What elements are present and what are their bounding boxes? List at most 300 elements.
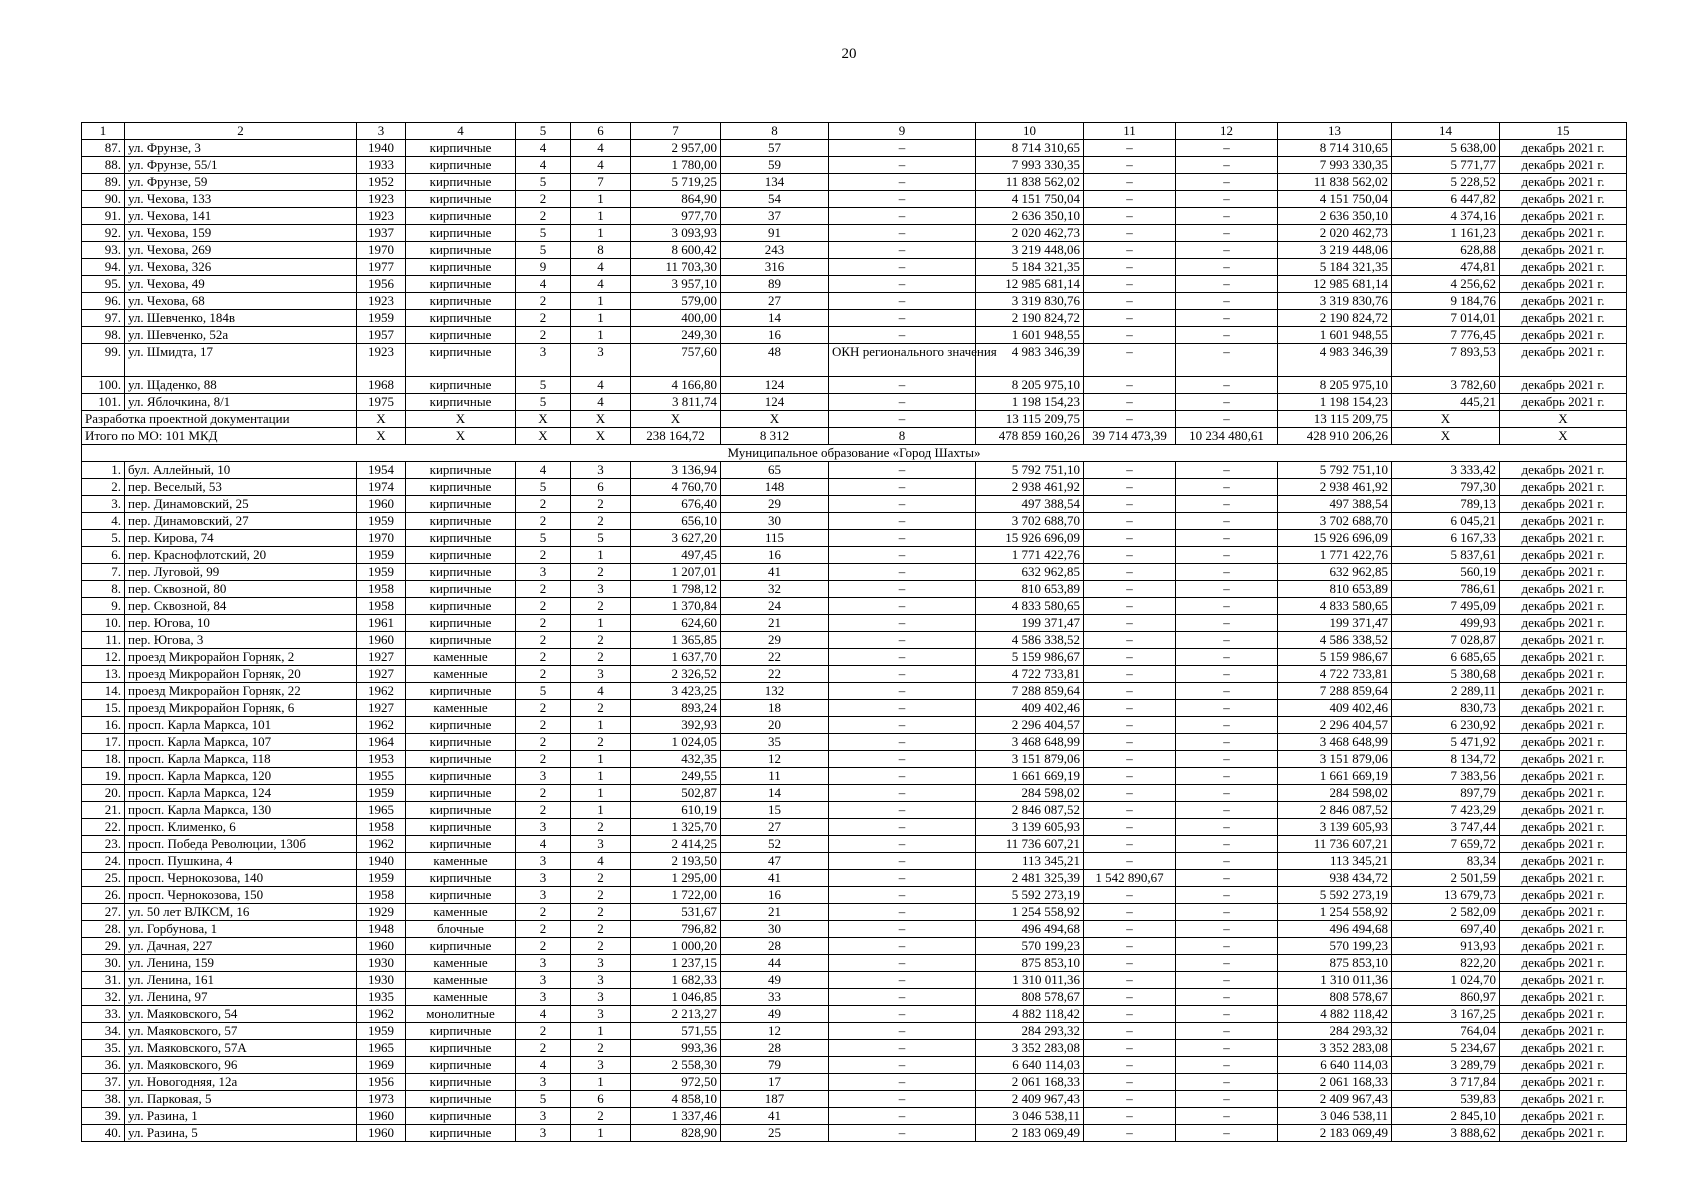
floors: 3 bbox=[516, 1125, 571, 1142]
residents: 20 bbox=[721, 717, 829, 734]
table-row bbox=[82, 751, 1627, 768]
floors: 3 bbox=[516, 870, 571, 887]
year: 1973 bbox=[357, 1091, 406, 1108]
address: пер. Динамовский, 25 bbox=[125, 496, 357, 513]
column-number: 2 bbox=[125, 123, 357, 140]
floors: 2 bbox=[516, 496, 571, 513]
heritage-status: – bbox=[829, 734, 976, 751]
cost-total: 497 388,54 bbox=[976, 496, 1084, 513]
wall-material: кирпичные bbox=[406, 377, 516, 394]
residents: 15 bbox=[721, 802, 829, 819]
floors: 2 bbox=[516, 598, 571, 615]
table-row bbox=[82, 853, 1627, 870]
cost-per-sqm: 3 717,84 bbox=[1392, 1074, 1500, 1091]
row-number: 36. bbox=[82, 1057, 125, 1074]
year: 1960 bbox=[357, 496, 406, 513]
year: 1961 bbox=[357, 615, 406, 632]
row-number: 4. bbox=[82, 513, 125, 530]
table-row bbox=[82, 293, 1627, 310]
entrances: X bbox=[571, 428, 631, 445]
area: 3 093,93 bbox=[631, 225, 721, 242]
cost-per-sqm: 5 380,68 bbox=[1392, 666, 1500, 683]
entrances: 1 bbox=[571, 1125, 631, 1142]
residents: 48 bbox=[721, 344, 829, 377]
wall-material: кирпичные bbox=[406, 683, 516, 700]
budget-cost: – bbox=[1176, 496, 1278, 513]
row-number: 21. bbox=[82, 802, 125, 819]
address: пер. Сквозной, 80 bbox=[125, 581, 357, 598]
fund-cost: – bbox=[1084, 377, 1176, 394]
address: просп. Карла Маркса, 124 bbox=[125, 785, 357, 802]
wall-material: кирпичные bbox=[406, 225, 516, 242]
table-row bbox=[82, 734, 1627, 751]
cost-per-sqm: 560,19 bbox=[1392, 564, 1500, 581]
residents: 21 bbox=[721, 904, 829, 921]
entrances: 3 bbox=[571, 1006, 631, 1023]
row-number: 39. bbox=[82, 1108, 125, 1125]
owners-cost: 1 661 669,19 bbox=[1278, 768, 1392, 785]
owners-cost: 284 293,32 bbox=[1278, 1023, 1392, 1040]
fund-cost: – bbox=[1084, 208, 1176, 225]
housing-repair-table bbox=[81, 122, 1627, 1142]
completion-date: декабрь 2021 г. bbox=[1500, 904, 1627, 921]
address: просп. Карла Маркса, 107 bbox=[125, 734, 357, 751]
floors: 3 bbox=[516, 887, 571, 904]
floors: 3 bbox=[516, 989, 571, 1006]
cost-per-sqm: 2 845,10 bbox=[1392, 1108, 1500, 1125]
floors: X bbox=[516, 428, 571, 445]
year: 1930 bbox=[357, 955, 406, 972]
area: 624,60 bbox=[631, 615, 721, 632]
entrances: 1 bbox=[571, 225, 631, 242]
residents: 35 bbox=[721, 734, 829, 751]
row-number: 2. bbox=[82, 479, 125, 496]
address: пер. Динамовский, 27 bbox=[125, 513, 357, 530]
fund-cost: – bbox=[1084, 649, 1176, 666]
cost-per-sqm: 7 893,53 bbox=[1392, 344, 1500, 377]
row-number: 91. bbox=[82, 208, 125, 225]
cost-per-sqm: 3 333,42 bbox=[1392, 462, 1500, 479]
floors: 5 bbox=[516, 530, 571, 547]
budget-cost: – bbox=[1176, 819, 1278, 836]
entrances: 1 bbox=[571, 327, 631, 344]
residents: 29 bbox=[721, 496, 829, 513]
section-title-row bbox=[82, 445, 1627, 462]
residents: 52 bbox=[721, 836, 829, 853]
wall-material: кирпичные bbox=[406, 717, 516, 734]
residents: 12 bbox=[721, 1023, 829, 1040]
budget-cost: – bbox=[1176, 785, 1278, 802]
budget-cost: – bbox=[1176, 632, 1278, 649]
heritage-status: – bbox=[829, 157, 976, 174]
budget-cost: – bbox=[1176, 836, 1278, 853]
address: ул. Яблочкина, 8/1 bbox=[125, 394, 357, 411]
year: 1957 bbox=[357, 327, 406, 344]
floors: 5 bbox=[516, 479, 571, 496]
fund-cost: – bbox=[1084, 259, 1176, 276]
budget-cost: – bbox=[1176, 564, 1278, 581]
year: 1964 bbox=[357, 734, 406, 751]
residents: 49 bbox=[721, 972, 829, 989]
table-row bbox=[82, 140, 1627, 157]
fund-cost: – bbox=[1084, 225, 1176, 242]
completion-date: декабрь 2021 г. bbox=[1500, 377, 1627, 394]
cost-per-sqm: 6 230,92 bbox=[1392, 717, 1500, 734]
wall-material: каменные bbox=[406, 955, 516, 972]
table-row bbox=[82, 1023, 1627, 1040]
area: X bbox=[631, 411, 721, 428]
floors: 2 bbox=[516, 1040, 571, 1057]
budget-cost: – bbox=[1176, 174, 1278, 191]
address: просп. Карла Маркса, 130 bbox=[125, 802, 357, 819]
budget-cost: – bbox=[1176, 191, 1278, 208]
row-number: 20. bbox=[82, 785, 125, 802]
floors: 2 bbox=[516, 666, 571, 683]
residents: 41 bbox=[721, 870, 829, 887]
wall-material: каменные bbox=[406, 972, 516, 989]
cost-per-sqm: 764,04 bbox=[1392, 1023, 1500, 1040]
entrances: 4 bbox=[571, 157, 631, 174]
wall-material: кирпичные bbox=[406, 768, 516, 785]
fund-cost: – bbox=[1084, 1040, 1176, 1057]
owners-cost: 3 319 830,76 bbox=[1278, 293, 1392, 310]
page-number: 20 bbox=[841, 46, 857, 62]
cost-per-sqm: 3 167,25 bbox=[1392, 1006, 1500, 1023]
area: 579,00 bbox=[631, 293, 721, 310]
budget-cost: – bbox=[1176, 1108, 1278, 1125]
budget-cost: – bbox=[1176, 666, 1278, 683]
address: просп. Чернокозова, 140 bbox=[125, 870, 357, 887]
column-number: 9 bbox=[829, 123, 976, 140]
budget-cost: – bbox=[1176, 938, 1278, 955]
fund-cost: – bbox=[1084, 1057, 1176, 1074]
year: 1962 bbox=[357, 836, 406, 853]
residents: 12 bbox=[721, 751, 829, 768]
table-row bbox=[82, 887, 1627, 904]
floors: 2 bbox=[516, 649, 571, 666]
row-number: 88. bbox=[82, 157, 125, 174]
fund-cost: 1 542 890,67 bbox=[1084, 870, 1176, 887]
floors: 9 bbox=[516, 259, 571, 276]
heritage-status: – bbox=[829, 327, 976, 344]
area: 1 295,00 bbox=[631, 870, 721, 887]
budget-cost: – bbox=[1176, 513, 1278, 530]
row-number: 34. bbox=[82, 1023, 125, 1040]
heritage-status: – bbox=[829, 1040, 976, 1057]
heritage-status: – bbox=[829, 768, 976, 785]
address: ул. Горбунова, 1 bbox=[125, 921, 357, 938]
row-number: 7. bbox=[82, 564, 125, 581]
owners-cost: 4 722 733,81 bbox=[1278, 666, 1392, 683]
completion-date: декабрь 2021 г. bbox=[1500, 666, 1627, 683]
cost-total: 570 199,23 bbox=[976, 938, 1084, 955]
cost-per-sqm: 5 638,00 bbox=[1392, 140, 1500, 157]
fund-cost: – bbox=[1084, 496, 1176, 513]
area: 864,90 bbox=[631, 191, 721, 208]
entrances: 4 bbox=[571, 259, 631, 276]
wall-material: кирпичные bbox=[406, 462, 516, 479]
wall-material: кирпичные bbox=[406, 785, 516, 802]
fund-cost: – bbox=[1084, 683, 1176, 700]
floors: 4 bbox=[516, 140, 571, 157]
cost-total: 2 020 462,73 bbox=[976, 225, 1084, 242]
area: 3 627,20 bbox=[631, 530, 721, 547]
row-number: 40. bbox=[82, 1125, 125, 1142]
residents: 28 bbox=[721, 1040, 829, 1057]
completion-date: декабрь 2021 г. bbox=[1500, 853, 1627, 870]
address: пер. Луговой, 99 bbox=[125, 564, 357, 581]
budget-cost: – bbox=[1176, 683, 1278, 700]
cost-per-sqm: 7 014,01 bbox=[1392, 310, 1500, 327]
budget-cost: – bbox=[1176, 259, 1278, 276]
budget-cost: – bbox=[1176, 598, 1278, 615]
budget-cost: – bbox=[1176, 955, 1278, 972]
floors: 4 bbox=[516, 1006, 571, 1023]
wall-material: кирпичные bbox=[406, 1040, 516, 1057]
owners-cost: 5 184 321,35 bbox=[1278, 259, 1392, 276]
heritage-status: – bbox=[829, 870, 976, 887]
floors: 5 bbox=[516, 1091, 571, 1108]
budget-cost: – bbox=[1176, 972, 1278, 989]
owners-cost: 15 926 696,09 bbox=[1278, 530, 1392, 547]
budget-cost: – bbox=[1176, 615, 1278, 632]
floors: 2 bbox=[516, 802, 571, 819]
owners-cost: 2 183 069,49 bbox=[1278, 1125, 1392, 1142]
table-row bbox=[82, 157, 1627, 174]
heritage-status: – bbox=[829, 989, 976, 1006]
year: 1970 bbox=[357, 530, 406, 547]
row-number: 31. bbox=[82, 972, 125, 989]
cost-per-sqm: 83,34 bbox=[1392, 853, 1500, 870]
area: 1 207,01 bbox=[631, 564, 721, 581]
area: 3 957,10 bbox=[631, 276, 721, 293]
residents: 124 bbox=[721, 394, 829, 411]
column-number: 12 bbox=[1176, 123, 1278, 140]
address: ул. Шмидта, 17 bbox=[125, 344, 357, 377]
cost-total: 3 702 688,70 bbox=[976, 513, 1084, 530]
fund-cost: – bbox=[1084, 734, 1176, 751]
owners-cost: 2 846 087,52 bbox=[1278, 802, 1392, 819]
table-row bbox=[82, 819, 1627, 836]
table-row bbox=[82, 394, 1627, 411]
wall-material: кирпичные bbox=[406, 802, 516, 819]
cost-total: 2 636 350,10 bbox=[976, 208, 1084, 225]
heritage-status: – bbox=[829, 649, 976, 666]
owners-cost: 808 578,67 bbox=[1278, 989, 1392, 1006]
fund-cost: – bbox=[1084, 513, 1176, 530]
floors: 2 bbox=[516, 327, 571, 344]
entrances: 4 bbox=[571, 853, 631, 870]
entrances: 3 bbox=[571, 462, 631, 479]
completion-date: декабрь 2021 г. bbox=[1500, 785, 1627, 802]
fund-cost: – bbox=[1084, 293, 1176, 310]
area: 502,87 bbox=[631, 785, 721, 802]
year: 1969 bbox=[357, 1057, 406, 1074]
year: 1948 bbox=[357, 921, 406, 938]
area: 1 237,15 bbox=[631, 955, 721, 972]
cost-total: 11 736 607,21 bbox=[976, 836, 1084, 853]
fund-cost: – bbox=[1084, 530, 1176, 547]
cost-per-sqm: 8 134,72 bbox=[1392, 751, 1500, 768]
completion-date: декабрь 2021 г. bbox=[1500, 683, 1627, 700]
budget-cost: – bbox=[1176, 293, 1278, 310]
cost-total: 5 792 751,10 bbox=[976, 462, 1084, 479]
residents: 91 bbox=[721, 225, 829, 242]
heritage-status: – bbox=[829, 547, 976, 564]
residents: 49 bbox=[721, 1006, 829, 1023]
fund-cost: – bbox=[1084, 140, 1176, 157]
owners-cost: 570 199,23 bbox=[1278, 938, 1392, 955]
table-row bbox=[82, 1108, 1627, 1125]
residents: 28 bbox=[721, 938, 829, 955]
cost-per-sqm: 5 771,77 bbox=[1392, 157, 1500, 174]
row-number: 8. bbox=[82, 581, 125, 598]
floors: X bbox=[516, 411, 571, 428]
budget-cost: – bbox=[1176, 870, 1278, 887]
completion-date: декабрь 2021 г. bbox=[1500, 293, 1627, 310]
owners-cost: 875 853,10 bbox=[1278, 955, 1392, 972]
completion-date: декабрь 2021 г. bbox=[1500, 157, 1627, 174]
completion-date: декабрь 2021 г. bbox=[1500, 174, 1627, 191]
wall-material: кирпичные bbox=[406, 1023, 516, 1040]
year: 1954 bbox=[357, 462, 406, 479]
cost-total: 4 151 750,04 bbox=[976, 191, 1084, 208]
owners-cost: 938 434,72 bbox=[1278, 870, 1392, 887]
residents: 8 312 bbox=[721, 428, 829, 445]
cost-per-sqm: 830,73 bbox=[1392, 700, 1500, 717]
cost-total: 2 061 168,33 bbox=[976, 1074, 1084, 1091]
row-number: 32. bbox=[82, 989, 125, 1006]
address: проезд Микрорайон Горняк, 2 bbox=[125, 649, 357, 666]
row-number: 23. bbox=[82, 836, 125, 853]
heritage-status: – bbox=[829, 802, 976, 819]
floors: 4 bbox=[516, 1057, 571, 1074]
entrances: 1 bbox=[571, 615, 631, 632]
heritage-status: – bbox=[829, 276, 976, 293]
completion-date: декабрь 2021 г. bbox=[1500, 259, 1627, 276]
table-row bbox=[82, 462, 1627, 479]
owners-cost: 6 640 114,03 bbox=[1278, 1057, 1392, 1074]
wall-material: кирпичные bbox=[406, 615, 516, 632]
owners-cost: 284 598,02 bbox=[1278, 785, 1392, 802]
budget-cost: – bbox=[1176, 1057, 1278, 1074]
total-row bbox=[82, 428, 1627, 445]
cost-per-sqm: 6 447,82 bbox=[1392, 191, 1500, 208]
row-number: 33. bbox=[82, 1006, 125, 1023]
cost-per-sqm: 4 256,62 bbox=[1392, 276, 1500, 293]
cost-per-sqm: 2 501,59 bbox=[1392, 870, 1500, 887]
year: 1965 bbox=[357, 802, 406, 819]
year: 1959 bbox=[357, 785, 406, 802]
wall-material: кирпичные bbox=[406, 632, 516, 649]
fund-cost: – bbox=[1084, 836, 1176, 853]
floors: 2 bbox=[516, 513, 571, 530]
row-number: 14. bbox=[82, 683, 125, 700]
cost-total: 4 983 346,39 bbox=[976, 344, 1084, 377]
area: 796,82 bbox=[631, 921, 721, 938]
cost-per-sqm: 7 659,72 bbox=[1392, 836, 1500, 853]
cost-total: 284 293,32 bbox=[976, 1023, 1084, 1040]
fund-cost: – bbox=[1084, 598, 1176, 615]
fund-cost: – bbox=[1084, 1091, 1176, 1108]
budget-cost: – bbox=[1176, 479, 1278, 496]
completion-date: декабрь 2021 г. bbox=[1500, 598, 1627, 615]
row-number: 35. bbox=[82, 1040, 125, 1057]
cost-per-sqm: 7 495,09 bbox=[1392, 598, 1500, 615]
fund-cost: – bbox=[1084, 310, 1176, 327]
entrances: 3 bbox=[571, 344, 631, 377]
year: 1927 bbox=[357, 666, 406, 683]
row-number: 5. bbox=[82, 530, 125, 547]
cost-per-sqm: 474,81 bbox=[1392, 259, 1500, 276]
floors: 3 bbox=[516, 564, 571, 581]
year: 1974 bbox=[357, 479, 406, 496]
area: 3 423,25 bbox=[631, 683, 721, 700]
table-row bbox=[82, 904, 1627, 921]
area: 656,10 bbox=[631, 513, 721, 530]
column-number-row bbox=[82, 123, 1627, 140]
completion-date: декабрь 2021 г. bbox=[1500, 972, 1627, 989]
heritage-status: – bbox=[829, 208, 976, 225]
cost-total: 13 115 209,75 bbox=[976, 411, 1084, 428]
cost-total: 8 714 310,65 bbox=[976, 140, 1084, 157]
cost-per-sqm: 860,97 bbox=[1392, 989, 1500, 1006]
owners-cost: 428 910 206,26 bbox=[1278, 428, 1392, 445]
entrances: 2 bbox=[571, 819, 631, 836]
entrances: 4 bbox=[571, 276, 631, 293]
fund-cost: – bbox=[1084, 989, 1176, 1006]
cost-total: 5 184 321,35 bbox=[976, 259, 1084, 276]
area: 1 370,84 bbox=[631, 598, 721, 615]
row-number: 19. bbox=[82, 768, 125, 785]
address: ул. Чехова, 68 bbox=[125, 293, 357, 310]
entrances: 3 bbox=[571, 972, 631, 989]
owners-cost: 3 139 605,93 bbox=[1278, 819, 1392, 836]
cost-total: 3 151 879,06 bbox=[976, 751, 1084, 768]
entrances: 2 bbox=[571, 1108, 631, 1125]
cost-total: 496 494,68 bbox=[976, 921, 1084, 938]
completion-date: декабрь 2021 г. bbox=[1500, 547, 1627, 564]
address: ул. Ленина, 97 bbox=[125, 989, 357, 1006]
fund-cost: – bbox=[1084, 700, 1176, 717]
table-row bbox=[82, 327, 1627, 344]
cost-per-sqm: 628,88 bbox=[1392, 242, 1500, 259]
area: 2 558,30 bbox=[631, 1057, 721, 1074]
heritage-status: – bbox=[829, 904, 976, 921]
design-docs-row bbox=[82, 411, 1627, 428]
completion-date: декабрь 2021 г. bbox=[1500, 836, 1627, 853]
heritage-status: 8 bbox=[829, 428, 976, 445]
address: просп. Пушкина, 4 bbox=[125, 853, 357, 870]
fund-cost: – bbox=[1084, 462, 1176, 479]
wall-material: кирпичные bbox=[406, 870, 516, 887]
cost-total: 2 481 325,39 bbox=[976, 870, 1084, 887]
wall-material: кирпичные bbox=[406, 327, 516, 344]
wall-material: каменные bbox=[406, 989, 516, 1006]
completion-date: декабрь 2021 г. bbox=[1500, 819, 1627, 836]
budget-cost: – bbox=[1176, 1023, 1278, 1040]
owners-cost: 11 736 607,21 bbox=[1278, 836, 1392, 853]
fund-cost: – bbox=[1084, 785, 1176, 802]
cost-per-sqm: 13 679,73 bbox=[1392, 887, 1500, 904]
entrances: 1 bbox=[571, 191, 631, 208]
residents: 18 bbox=[721, 700, 829, 717]
fund-cost: – bbox=[1084, 904, 1176, 921]
cost-per-sqm: X bbox=[1392, 411, 1500, 428]
row-number: 100. bbox=[82, 377, 125, 394]
floors: 2 bbox=[516, 734, 571, 751]
address: пер. Югова, 10 bbox=[125, 615, 357, 632]
